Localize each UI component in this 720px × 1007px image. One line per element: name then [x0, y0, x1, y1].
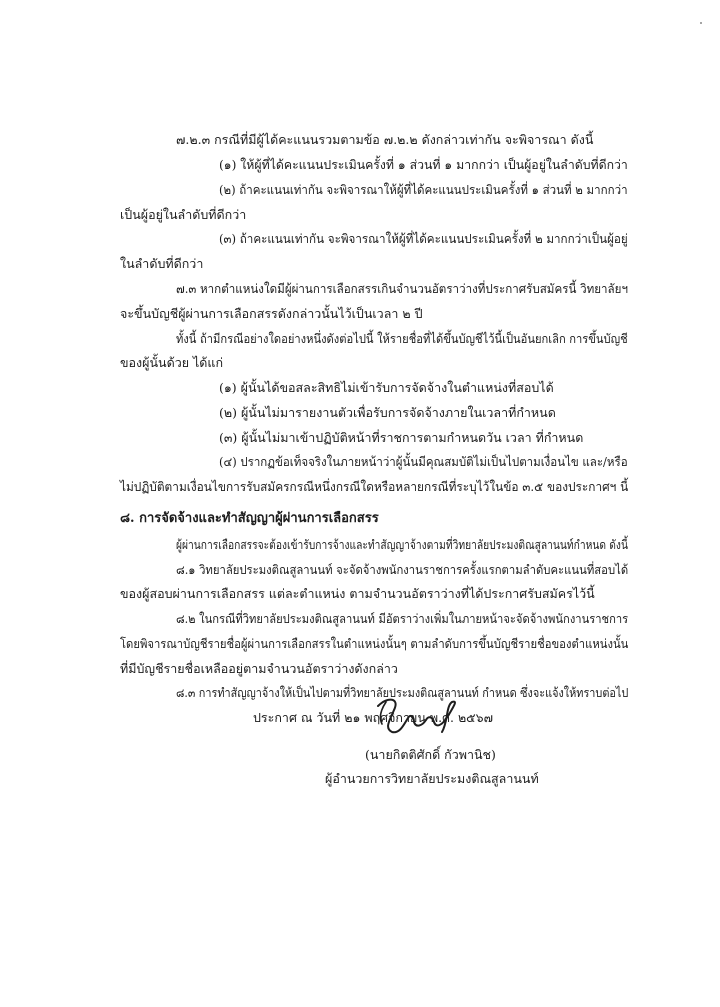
- announcement-date: ประกาศ ณ วันที่ ๒๑ พฤศจิกายน พ.ศ. ๒๕๖๗: [253, 710, 493, 725]
- cancellation-item-2: (๒) ผู้นั้นไม่มารายงานตัวเพื่อรับการจัดจ้างภายในเวลาที่กำหนด: [219, 405, 556, 420]
- clause-7-2-3-item-3-cont: ในลำดับที่ดีกว่า: [120, 256, 204, 271]
- clause-8-3: ๘.๓ การทำสัญญาจ้างให้เป็นไปตามที่วิทยาลัยประมงติณสูลานนท์ กำหนด ซึ่งจะแจ้งให้ทราบต่อไป: [176, 685, 629, 700]
- cancellation-item-4-cont: ไม่ปฏิบัติตามเงื่อนไขการรับสมัครกรณีหนึ่งกรณีใดหรือหลายกรณีที่ระบุไว้ในข้อ ๓.๕ ของประกาศฯ นี้: [120, 479, 629, 494]
- clause-7-2-3-item-2: (๒) ถ้าคะแนนเท่ากัน จะพิจารณาให้ผู้ที่ได้คะแนนประเมินครั้งที่ ๑ ส่วนที่ ๒ มากกว่า: [219, 182, 628, 197]
- clause-8-2-cont-2: ที่มีบัญชีรายชื่อเหลืออยู่ตามจำนวนอัตราว่างดังกล่าว: [120, 661, 398, 676]
- clause-7-2-3: ๗.๒.๓ กรณีที่มีผู้ได้คะแนนรวมตามข้อ ๗.๒.๒ ดังกล่าวเท่ากัน จะพิจารณา ดังนี้: [176, 132, 594, 147]
- clause-7-2-3-item-3: (๓) ถ้าคะแนนเท่ากัน จะพิจารณาให้ผู้ที่ได้คะแนนประเมินครั้งที่ ๒ มากกว่าเป็นผู้อยู่: [219, 231, 628, 246]
- section-8-intro: ผู้ผ่านการเลือกสรรจะต้องเข้ารับการจ้างและทำสัญญาจ้างตามที่วิทยาลัยประมงติณสูลานนท์กำหนด ดังนี้: [176, 537, 628, 552]
- cancellation-item-1: (๑) ผู้นั้นได้ขอสละสิทธิไม่เข้ารับการจัดจ้างในตำแหน่งที่สอบได้: [219, 380, 554, 395]
- cancellation-intro-cont: ของผู้นั้นด้วย ได้แก่: [120, 355, 224, 370]
- cancellation-item-4: (๔) ปรากฏข้อเท็จจริงในภายหน้าว่าผู้นั้นมีคุณสมบัติไม่เป็นไปตามเงื่อนไข และ/หรือ: [219, 454, 628, 469]
- clause-8-1-cont: ของผู้สอบผ่านการเลือกสรร แต่ละตำแหน่ง ตามจำนวนอัตราว่างที่ได้ประกาศรับสมัครไว้นี้: [120, 586, 595, 601]
- clause-7-3-cont: จะขึ้นบัญชีผู้ผ่านการเลือกสรรดังกล่าวนั้นไว้เป็นเวลา ๒ ปี: [120, 306, 423, 321]
- clause-8-2-cont-1: โดยพิจารณาบัญชีรายชื่อผู้ผ่านการเลือกสรรในตำแหน่งนั้นๆ ตามลำดับการขึ้นบัญชีรายชื่อของตำแหน่งนั้น: [120, 636, 629, 651]
- cancellation-intro: ทั้งนี้ ถ้ามีกรณีอย่างใดอย่างหนึ่งดังต่อไปนี้ ให้รายชื่อที่ได้ขึ้นบัญชีไว้นี้เป็นอันยกเลิก การขึ้นบัญชี: [176, 331, 628, 346]
- clause-8-1: ๘.๑ วิทยาลัยประมงติณสูลานนท์ จะจัดจ้างพนักงานราชการครั้งแรกตามลำดับคะแนนที่สอบได้: [176, 562, 629, 577]
- signature-image: [370, 694, 470, 738]
- scan-speck: [700, 22, 702, 24]
- clause-8-2: ๘.๒ ในกรณีที่วิทยาลัยประมงติณสูลานนท์ มีอัตราว่างเพิ่มในภายหน้าจะจัดจ้างพนักงานราชการ: [176, 611, 629, 626]
- signer-name: (นายกิตติศักดิ์ กัวพานิช): [365, 747, 496, 762]
- clause-7-2-3-item-2-cont: เป็นผู้อยู่ในลำดับที่ดีกว่า: [120, 207, 247, 222]
- signer-title: ผู้อำนวยการวิทยาลัยประมงติณสูลานนท์: [325, 771, 539, 786]
- clause-7-2-3-item-1: (๑) ให้ผู้ที่ได้คะแนนประเมินครั้งที่ ๑ ส่วนที่ ๑ มากกว่า เป็นผู้อยู่ในลำดับที่ดีกว่า: [219, 157, 628, 172]
- clause-7-3: ๗.๓ หากตำแหน่งใดมีผู้ผ่านการเลือกสรรเกินจำนวนอัตราว่างที่ประกาศรับสมัครนี้ วิทยาลัยฯ: [176, 281, 628, 296]
- section-8-heading: ๘. การจัดจ้างและทำสัญญาผู้ผ่านการเลือกสรร: [120, 511, 379, 526]
- cancellation-item-3: (๓) ผู้นั้นไม่มาเข้าปฏิบัติหน้าที่ราชการตามกำหนดวัน เวลา ที่กำหนด: [219, 430, 584, 445]
